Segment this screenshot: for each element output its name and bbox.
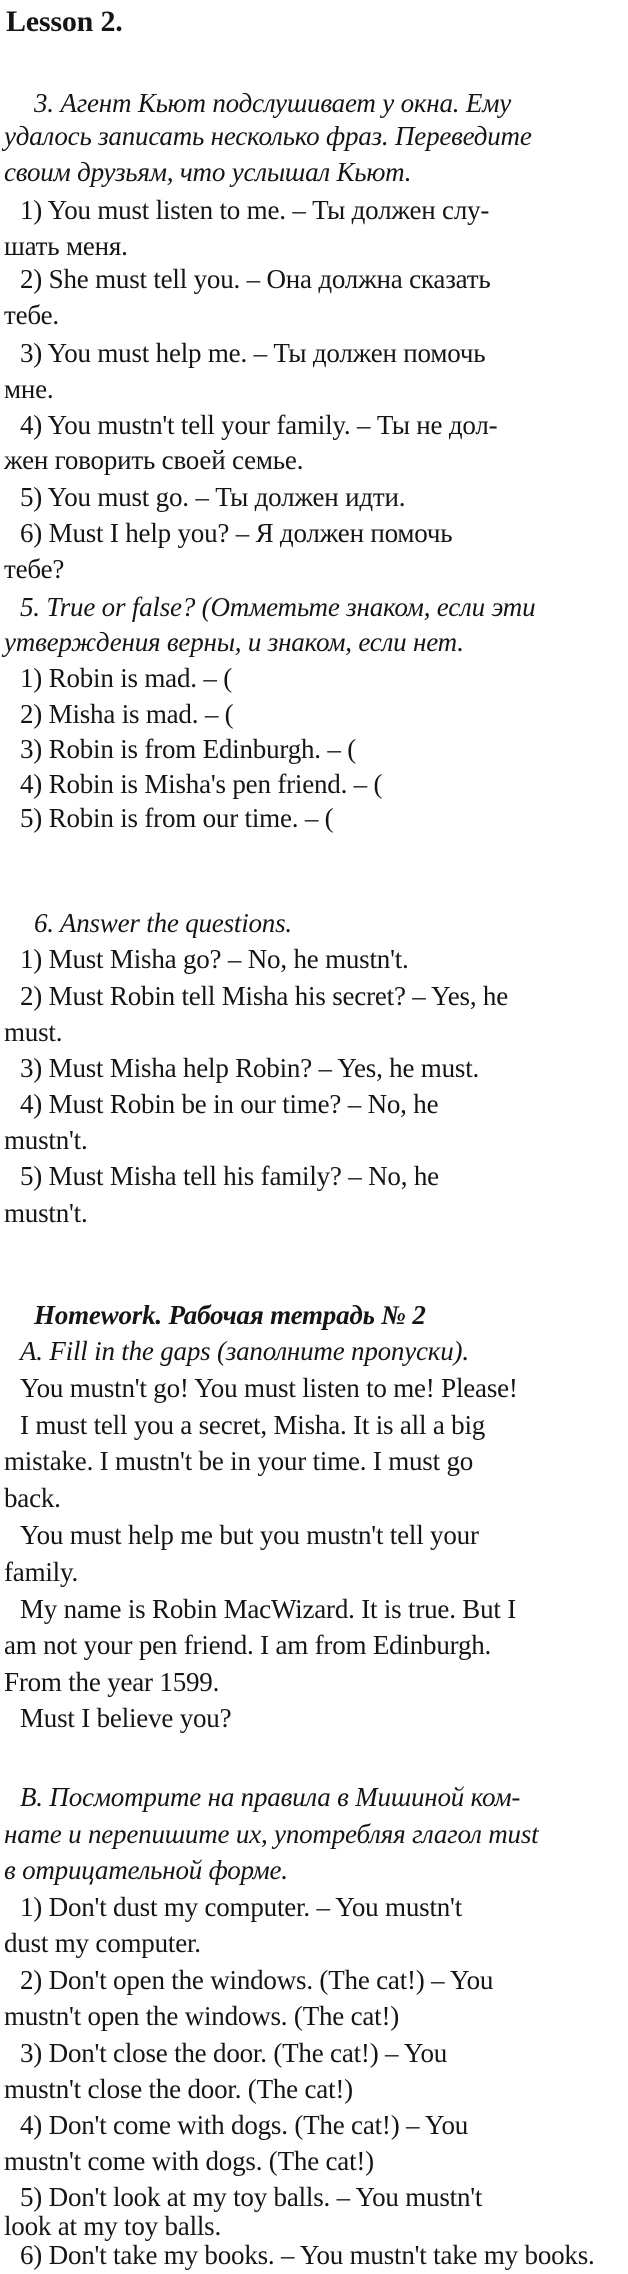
exercise-3-instruction-line: 3. Агент Кьют подслушивает у окна. Ему [34,88,512,118]
homework-b-instruction-line: B. Посмотрите на правила в Мишиной ком- [20,1782,521,1812]
exercise-5-item: 3) Robin is from Edinburgh. – ( [20,734,357,764]
homework-a-text-line: I must tell you a secret, Misha. It is all a big [20,1410,486,1440]
exercise-3-item-cont: жен говорить своей семье. [4,445,304,475]
exercise-3-item: 2) She must tell you. – Она должна сказать [20,264,491,294]
homework-heading: Homework. Рабочая тетрадь № 2 [34,1300,426,1330]
exercise-5-item: 1) Robin is mad. – ( [20,663,232,693]
homework-b-item-cont: dust my computer. [4,1928,201,1958]
homework-b-instruction-line: нате и перепишите их, употребляя глагол must [4,1819,539,1849]
homework-a-text-line: From the year 1599. [4,1667,220,1697]
homework-b-item: 4) Don't come with dogs. (The cat!) – You [20,2110,469,2140]
exercise-6-instruction: 6. Answer the questions. [34,908,292,938]
exercise-6-item: 2) Must Robin tell Misha his secret? – Yes, he [20,981,509,1011]
homework-a-text-line: My name is Robin MacWizard. It is true. But I [20,1594,517,1624]
exercise-5-item: 5) Robin is from our time. – ( [20,803,334,833]
homework-b-item: 1) Don't dust my computer. – You mustn't [20,1892,463,1922]
homework-a-text-line: Must I believe you? [20,1703,232,1733]
homework-a-text-line: mistake. I mustn't be in your time. I must go [4,1446,474,1476]
exercise-3-item: 5) You must go. – Ты должен идти. [20,482,406,512]
homework-b-item-cont: mustn't open the windows. (The cat!) [4,2001,400,2031]
exercise-3-instruction-line: удалось записать несколько фраз. Переведите [4,121,532,151]
exercise-6-item: 1) Must Misha go? – No, he mustn't. [20,944,409,974]
exercise-6-item: 4) Must Robin be in our time? – No, he [20,1089,439,1119]
exercise-3-item-cont: мне. [4,374,54,404]
exercise-6-item: 5) Must Misha tell his family? – No, he [20,1161,439,1191]
exercise-3-item: 1) You must listen to me. – Ты должен слу- [20,195,490,225]
exercise-3-item: 3) You must help me. – Ты должен помочь [20,338,486,368]
homework-b-item-cont: mustn't come with dogs. (The cat!) [4,2146,374,2176]
homework-b-instruction-line: в отрицательной форме. [4,1855,288,1885]
homework-b-item: 2) Don't open the windows. (The cat!) – You [20,1965,494,1995]
homework-a-text-line: You mustn't go! You must listen to me! Please! [20,1373,518,1403]
homework-b-item: 3) Don't close the door. (The cat!) – You [20,2038,448,2068]
homework-a-text-line: You must help me but you mustn't tell your [20,1520,479,1550]
exercise-3-instruction-line: своим друзьям, что услышал Кьют. [4,157,412,187]
exercise-5-instruction-line: 5. True or false? (Отметьте знаком, если эти [20,592,536,622]
exercise-6-item-cont: mustn't. [4,1125,88,1155]
homework-a-text-line: am not your pen friend. I am from Edinburgh. [4,1630,492,1660]
exercise-5-item: 2) Misha is mad. – ( [20,699,234,729]
exercise-5-instruction-line: утверждения верны, и знаком, если нет. [4,627,464,657]
exercise-6-item-cont: mustn't. [4,1198,88,1228]
homework-b-item: 6) Don't take my books. – You mustn't take my books. [20,2240,595,2270]
exercise-6-item: 3) Must Misha help Robin? – Yes, he must. [20,1053,480,1083]
exercise-3-item-cont: тебе. [4,300,59,330]
exercise-3-item-cont: шать меня. [4,231,128,261]
exercise-5-item: 4) Robin is Misha's pen friend. – ( [20,769,383,799]
homework-a-text-line: family. [4,1557,79,1587]
exercise-3-item: 4) You mustn't tell your family. – Ты не дол- [20,410,498,440]
homework-b-item-cont: mustn't close the door. (The cat!) [4,2074,353,2104]
exercise-3-item-cont: тебе? [4,554,65,584]
homework-b-item: 5) Don't look at my toy balls. – You mustn't [20,2182,483,2212]
lesson-title: Lesson 2. [6,5,123,38]
homework-b-item-cont: look at my toy balls. [4,2211,222,2241]
exercise-6-item-cont: must. [4,1017,63,1047]
homework-a-instruction: A. Fill in the gaps (заполните пропуски). [20,1336,469,1366]
exercise-3-item: 6) Must I help you? – Я должен помочь [20,518,453,548]
homework-a-text-line: back. [4,1483,61,1513]
